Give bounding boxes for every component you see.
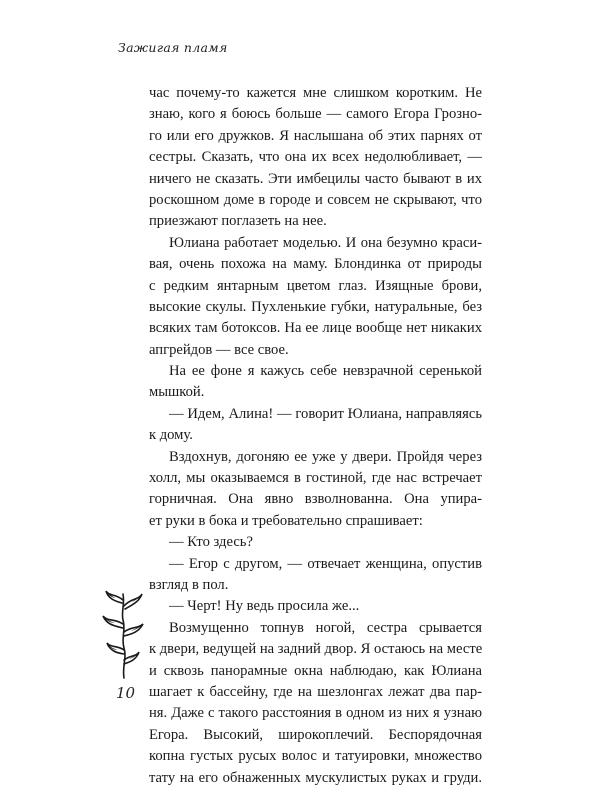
text-line: вая, очень похожа на маму. Блондинка от природы	[149, 256, 482, 273]
text-line: взгляд в пол.	[149, 576, 229, 593]
text-line: приезжают поглазеть на нее.	[149, 213, 327, 230]
text-line: холл, мы оказываемся в гостиной, где нас встречает	[149, 470, 482, 487]
text-line: роскошном доме в городе и совсем не скрывают, что	[149, 191, 482, 208]
text-line: На ее фоне я кажусь себе невзрачной серенькой	[169, 363, 482, 380]
text-line: ничего не сказать. Эти имбецилы часто бывают в их	[149, 170, 482, 187]
text-line: шагает к бассейну, где на шезлонгах лежат два пар-	[149, 683, 482, 700]
floral-ornament-icon	[100, 588, 146, 680]
text-line: — Егор с другом, — отвечает женщина, опустив	[169, 555, 482, 572]
text-line: копна густых русых волос и татуировки, множество	[149, 748, 482, 765]
page-number: 10	[116, 684, 136, 702]
text-line: высокие скулы. Пухленькие губки, натуральные, без	[149, 298, 482, 315]
text-line: Юлиана работает моделью. И она безумно краси-	[169, 234, 482, 251]
text-line: знаю, кого я боюсь больше — самого Егора Грозно-	[149, 106, 482, 123]
text-line: ет руки в бока и требовательно спрашивает:	[149, 512, 423, 529]
text-line: горничная. Она явно взволнованна. Она упира-	[149, 491, 482, 508]
text-line: ня. Даже с такого расстояния в одном из них я узнаю	[149, 705, 482, 722]
text-line: час почему-то кажется мне слишком коротким. Не	[149, 85, 482, 101]
text-line: сестры. Сказать, что она их всех недолюбливает, —	[149, 149, 482, 166]
text-line: го или его дружков. Я наслышана об этих парнях от	[149, 127, 482, 144]
text-line: к дому.	[149, 427, 193, 444]
text-line: Вздохнув, догоняю ее уже у двери. Пройдя через	[169, 448, 482, 465]
text-line: и сквозь панорамные окна наблюдаю, как Юлиана	[149, 662, 482, 679]
text-line: Егора. Высокий, широкоплечий. Беспорядочная	[149, 726, 482, 743]
text-line: к двери, ведущей на задний двор. Я остаюсь на месте	[149, 641, 482, 658]
text-line: — Кто здесь?	[169, 534, 253, 551]
text-line: Возмущенно топнув ногой, сестра срывается	[169, 619, 482, 636]
text-line: — Черт! Ну ведь просила же...	[169, 598, 360, 615]
text-line: — Идем, Алина! — говорит Юлиана, направляясь	[169, 405, 482, 422]
text-line: апгрейдов — все свое.	[149, 341, 289, 358]
text-line: тату на его обнаженных мускулистых руках и груди.	[149, 769, 482, 786]
running-head: Зажигая пламя	[118, 40, 228, 55]
text-line: с редким янтарным цветом глаз. Изящные брови,	[149, 277, 482, 294]
body-text	[149, 83, 482, 789]
text-line: всяких там ботоксов. На ее лице вообще нет никаких	[149, 320, 482, 337]
text-line: мышкой.	[149, 384, 205, 401]
